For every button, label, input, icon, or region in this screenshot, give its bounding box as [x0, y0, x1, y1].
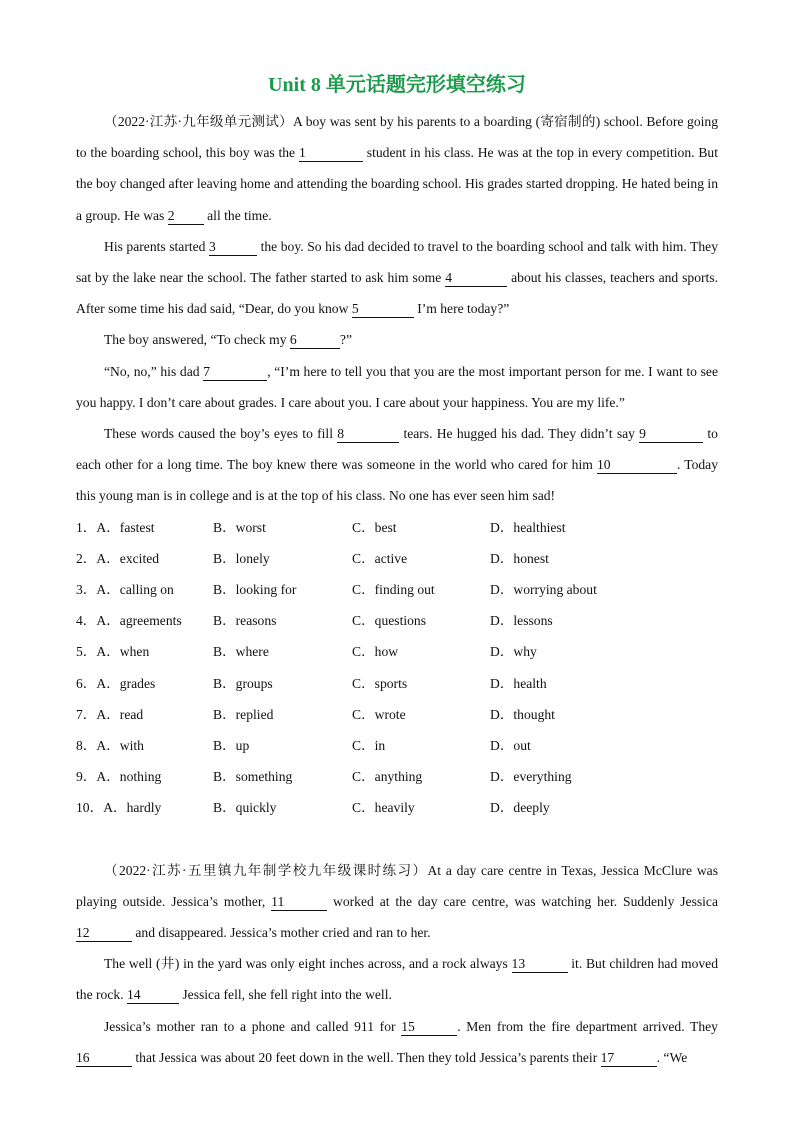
option-row: 5．A．when B．where C．how D．why	[76, 636, 718, 667]
blank-8: 8	[337, 426, 399, 443]
option-c[interactable]: C．finding out	[352, 582, 435, 598]
option-d[interactable]: D．worrying about	[490, 582, 597, 598]
option-a[interactable]: A．with	[96, 737, 144, 753]
blank-3: 3	[209, 239, 257, 256]
blank-5: 5	[352, 301, 414, 318]
option-a[interactable]: A．hardly	[103, 800, 162, 816]
option-a[interactable]: A．read	[96, 706, 144, 722]
option-d[interactable]: D．lessons	[490, 613, 553, 629]
blank-13: 13	[512, 956, 568, 973]
option-d[interactable]: D．thought	[490, 706, 555, 722]
passage1-paragraph-1: （2022·江苏·九年级单元测试）A boy was sent by his parents to a boarding (寄宿制的) school. Before going to the boarding school, this boy was the 1 student in his class. He was at the top in every competition. But the boy changed after leaving home and attending the boarding school. His grades started dropping. He hated being in a group. He was 2 all the time.	[76, 114, 718, 223]
option-d[interactable]: D．health	[490, 675, 547, 691]
option-c[interactable]: C．in	[352, 737, 386, 753]
option-a[interactable]: A．agreements	[96, 613, 182, 629]
option-c[interactable]: C．heavily	[352, 800, 415, 816]
option-d[interactable]: D．deeply	[490, 800, 550, 816]
option-row: 7．A．read B．replied C．wrote D．thought	[76, 699, 718, 730]
blank-11: 11	[271, 894, 327, 911]
blank-6: 6	[290, 332, 340, 349]
option-d[interactable]: D．everything	[490, 769, 572, 785]
option-c[interactable]: C．anything	[352, 769, 423, 785]
option-a[interactable]: A．grades	[96, 675, 156, 691]
option-row: 10．A．hardly B．quickly C．heavily D．deeply	[76, 792, 718, 823]
blank-7: 7	[203, 364, 267, 381]
passage1-paragraph-4: “No, no,” his dad 7 , “I’m here to tell you that you are the most important person for me. I want to see you happy. I don’t care about grades. I care about you. I care about your happiness. You are my life.”	[76, 363, 718, 410]
page-title: Unit 8 单元话题完形填空练习	[268, 74, 526, 96]
option-row: 1．A．fastest B．worst C．best D．healthiest	[76, 512, 718, 543]
option-c[interactable]: C．wrote	[352, 706, 406, 722]
option-row: 2．A．excited B．lonely C．active D．honest	[76, 543, 718, 574]
blank-14: 14	[127, 987, 179, 1004]
blank-9: 9	[639, 426, 703, 443]
option-d[interactable]: D．out	[490, 737, 531, 753]
option-c[interactable]: C．how	[352, 644, 399, 660]
option-row: 3．A．calling on B．looking for C．finding out D．worrying about	[76, 574, 718, 605]
option-a[interactable]: A．fastest	[96, 519, 155, 535]
option-d[interactable]: D．honest	[490, 550, 549, 566]
blank-16: 16	[76, 1050, 132, 1067]
source-label: （2022·江苏·五里镇九年制学校九年级课时练习）	[104, 862, 428, 878]
blank-10: 10	[597, 457, 677, 474]
blank-2: 2	[168, 208, 204, 225]
option-a[interactable]: A．excited	[96, 550, 160, 566]
option-row: 9．A．nothing B．something C．anything D．everything	[76, 761, 718, 792]
option-b[interactable]: B．reasons	[213, 613, 277, 629]
option-c[interactable]: C．sports	[352, 675, 408, 691]
blank-1: 1	[299, 145, 363, 162]
option-b[interactable]: B．quickly	[213, 800, 277, 816]
option-c[interactable]: C．best	[352, 519, 397, 535]
option-b[interactable]: B．something	[213, 769, 293, 785]
passage2-paragraph-1: （2022·江苏·五里镇九年制学校九年级课时练习）At a day care centre in Texas, Jessica McClure was playing outside. Jessica’s mother, 11 worked at the day care centre, was watching her. Suddenly Jessica 12 and disappeared. Jessica’s mother cried and ran to her.	[76, 862, 718, 940]
option-b[interactable]: B．looking for	[213, 582, 297, 598]
blank-12: 12	[76, 925, 132, 942]
option-row: 4．A．agreements B．reasons C．questions D．lessons	[76, 605, 718, 636]
option-b[interactable]: B．up	[213, 737, 250, 753]
passage1-paragraph-3: The boy answered, “To check my 6 ?”	[104, 332, 352, 348]
option-b[interactable]: B．worst	[213, 519, 266, 535]
option-b[interactable]: B．where	[213, 644, 269, 660]
option-a[interactable]: A．when	[96, 644, 150, 660]
option-c[interactable]: C．active	[352, 550, 408, 566]
option-row: 6．A．grades B．groups C．sports D．health	[76, 668, 718, 699]
option-d[interactable]: D．why	[490, 644, 537, 660]
passage2-paragraph-2: The well (井) in the yard was only eight inches across, and a rock always 13 it. But children had moved the rock. 14 Jessica fell, she fell right into the well.	[76, 956, 718, 1003]
passage2-paragraph-3: Jessica’s mother ran to a phone and called 911 for 15 . Men from the fire department arrived. They 16 that Jessica was about 20 feet down in the well. Then they told Jessica’s parents their 17 . “We	[76, 1018, 718, 1065]
options-list	[76, 512, 718, 824]
source-label: （2022·江苏·九年级单元测试）	[104, 114, 293, 129]
option-c[interactable]: C．questions	[352, 613, 427, 629]
blank-17: 17	[601, 1050, 657, 1067]
option-b[interactable]: B．replied	[213, 706, 274, 722]
document-page	[76, 64, 718, 1073]
option-b[interactable]: B．groups	[213, 675, 273, 691]
blank-15: 15	[401, 1019, 457, 1036]
option-a[interactable]: A．calling on	[96, 582, 174, 598]
option-b[interactable]: B．lonely	[213, 550, 270, 566]
option-d[interactable]: D．healthiest	[490, 519, 566, 535]
blank-4: 4	[445, 270, 507, 287]
passage1-paragraph-2: His parents started 3 the boy. So his dad decided to travel to the boarding school and talk with him. They sat by the lake near the school. The father started to ask him some 4 about his classes, teachers and sports. After some time his dad said, “Dear, do you know 5 I’m here today?”	[76, 238, 719, 317]
passage1-paragraph-5: These words caused the boy’s eyes to fill 8 tears. He hugged his dad. They didn’t say 9 to each other for a long time. The boy knew there was someone in the world who cared for him 10 . Today this young man is in college and is at the top of his class. No one has ever seen him sad!	[76, 426, 718, 504]
option-a[interactable]: A．nothing	[96, 769, 162, 785]
section-gap	[76, 824, 718, 855]
option-row: 8．A．with B．up C．in D．out	[76, 730, 718, 761]
